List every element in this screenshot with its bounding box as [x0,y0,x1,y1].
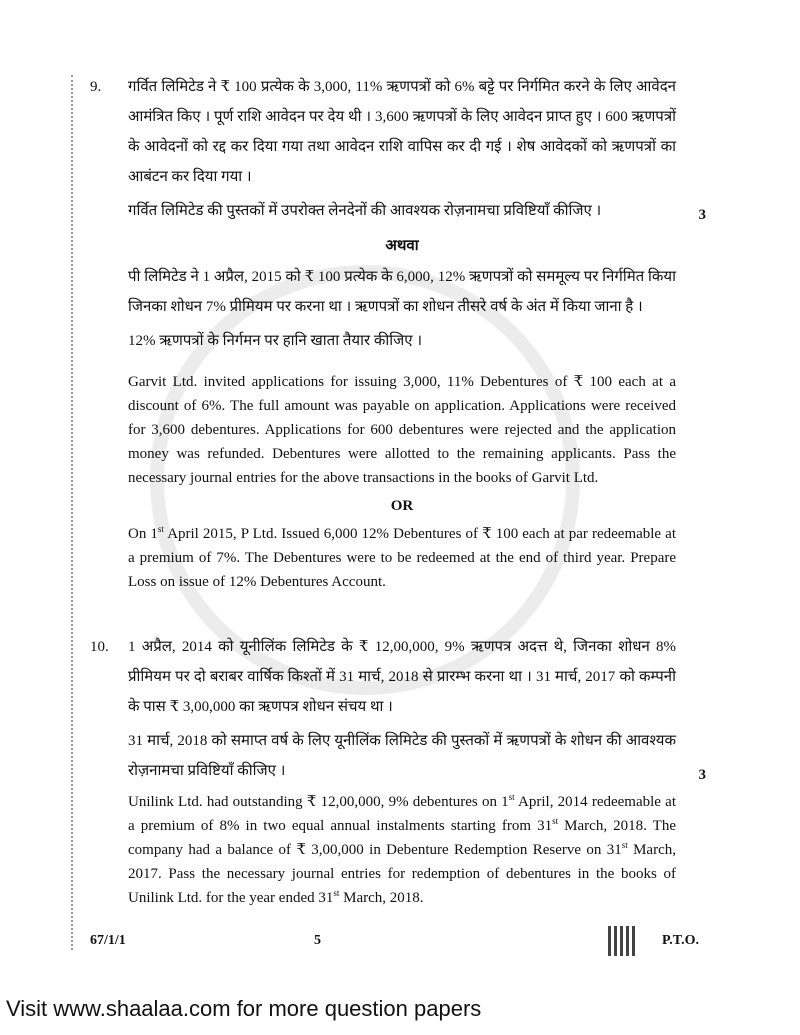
q10-hindi-instruction: 31 मार्च, 2018 को समाप्त वर्ष के लिए यूनीलिंक लिमिटेड की पुस्तकों में ऋणपत्रों के शोधन की आवश्यक रोज़नामचा प्रविष्टियाँ कीजिए । [128,733,676,779]
q9-alt-content [128,230,676,598]
qr-code-icon [608,926,638,956]
q10-english [128,790,676,910]
question-number-10: 10. [90,639,109,655]
text: Unilink Ltd. had outstanding ₹ 12,00,000, 9% debentures on 1 [128,794,509,810]
site-banner: Visit www.shaalaa.com for more question papers [6,996,482,1021]
question-9-alternatives [90,230,800,598]
or-english: OR [390,498,414,514]
q9-hindi-main: गर्वित लिमिटेड ने ₹ 100 प्रत्येक के 3,000, 11% ऋणपत्रों को 6% बट्टे पर निर्गमित करने के लिए आवेदन आमंत्रित किए । पूर्ण राशि आवेदन पर देय थी । 3,600 ऋणपत्रों के लिए आवेदन प्राप्त हुए । 600 ऋणपत्रों के आवेदनों को रद्द कर दिया गया तथा आवेदन राशि वापिस कर दी गई । शेष आवेदकों को ऋणपत्रों का आबंटन कर दिया गया । [128,79,676,185]
q10-marks: 3 [698,767,706,783]
pto-label: P.T.O. [662,933,699,948]
text: March, 2017. Pass the necessary journal entries for redemption of debentures in the books of Unilink Ltd. for the year ended 31 [128,842,676,906]
q9-alt-english [128,522,676,594]
superscript: st [157,524,164,534]
question-10-english [90,790,800,914]
q9-alt-hindi-instruction: 12% ऋणपत्रों के निर्गमन पर हानि खाता तैयार कीजिए । [128,333,423,349]
q10-content [128,632,676,790]
question-number-9: 9. [90,79,102,95]
page-footer [90,924,700,958]
text: April, 2014 redeemable at a premium of 8% in two equal annual instalments starting from 31 [128,794,676,834]
q9-content [128,72,676,230]
text: April 2015, P Ltd. Issued 6,000 12% Debentures of ₹ 100 each at par redeemable at a premium of 7%. The Debentures were to be redeemed at the end of third year. Prepare Loss on issue of 12% Debentures Account. [128,526,676,590]
q9-english: Garvit Ltd. invited applications for issuing 3,000, 11% Debentures of ₹ 100 each at a discount of 6%. The full amount was payable on application. Applications were received for 3,600 debentures. Applications for 600 debentures were rejected and the application money was refunded. Debentures were allotted to the remaining applicants. Pass the necessary journal entries for the above transactions in the books of Garvit Ltd. [128,374,676,486]
question-9 [90,72,800,230]
text: March, 2018. [339,890,424,906]
q9-alt-hindi-text: पी लिमिटेड ने 1 अप्रैल, 2015 को ₹ 100 प्रत्येक के 6,000, 12% ऋणपत्रों को सममूल्य पर निर्गमित किया जिनका शोधन 7% प्रीमियम पर करना था । ऋणपत्रों का शोधन तीसरे वर्ष के अंत में किया जाना है । [128,269,676,315]
question-10 [90,632,800,790]
superscript: st [621,840,628,850]
text: March, 2018. The company had a balance of ₹ 3,00,000 in Debenture Redemption Reserve on 31 [128,818,676,858]
q9-hindi-instruction: गर्वित लिमिटेड की पुस्तकों में उपरोक्त लेनदेनों की आवश्यक रोज़नामचा प्रविष्टियाँ कीजिए । [128,203,602,219]
or-hindi: अथवा [385,238,419,254]
q10-english-wrap [128,790,676,914]
page-number: 5 [314,933,321,948]
q9-marks: 3 [698,207,706,223]
superscript: st [333,888,340,898]
paper-code: 67/1/1 [90,933,126,948]
superscript: st [552,816,559,826]
text: On 1 [128,526,158,542]
q10-hindi-main: 1 अप्रैल, 2014 को यूनीलिंक लिमिटेड के ₹ 12,00,000, 9% ऋणपत्र अदत्त थे, जिनका शोधन 8% प्रीमियम पर दो बराबर वार्षिक किश्तों में 31 मार्च, 2018 से प्रारम्भ करना था । 31 मार्च, 2017 को कम्पनी के पास ₹ 3,00,000 का ऋणपत्र शोधन संचय था । [128,639,676,715]
superscript: st [508,792,515,802]
